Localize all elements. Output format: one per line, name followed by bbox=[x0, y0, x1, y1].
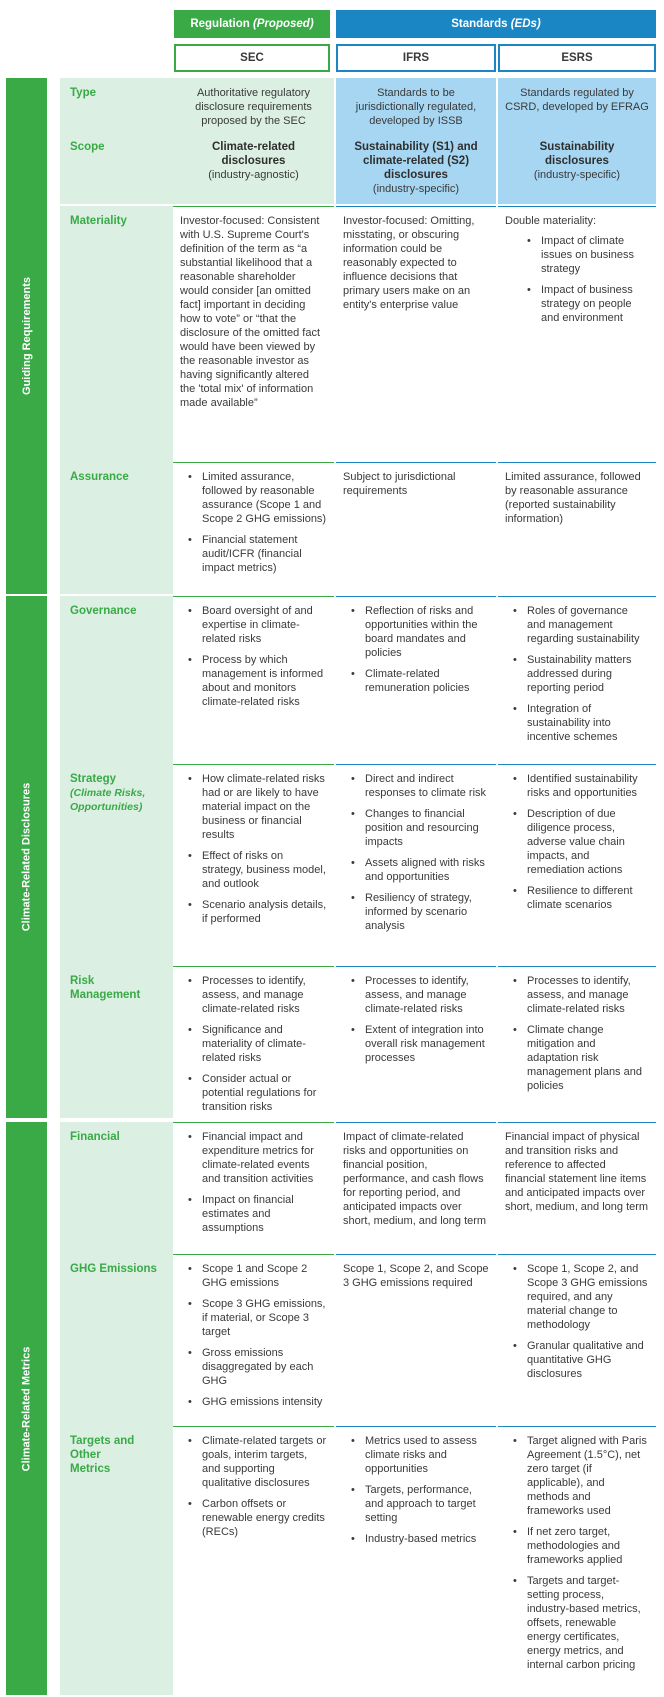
scope-sec-title: Climate-related disclosures bbox=[211, 141, 296, 167]
list-item: • Impact of business strategy on people and environment bbox=[519, 283, 649, 325]
scope-esrs bbox=[498, 132, 656, 204]
financial-esrs: Financial impact of physical and transition risks and reference to affected financial statement line items and anticipated impacts over short, medium, and long term bbox=[505, 1131, 649, 1213]
standards-header bbox=[336, 10, 656, 38]
row-label-governance: Governance bbox=[60, 596, 173, 764]
targets-sec bbox=[173, 1426, 334, 1695]
regulation-title: Regulation bbox=[190, 18, 250, 30]
row-risk-management bbox=[60, 966, 656, 1118]
targets-ifrs bbox=[336, 1426, 496, 1695]
list-item: • Processes to identify, assess, and manage climate-related risks bbox=[505, 974, 649, 1016]
ghg-sec bbox=[173, 1254, 334, 1426]
materiality-esrs-list bbox=[505, 234, 649, 325]
list-item: • Carbon offsets or renewable energy credits (RECs) bbox=[180, 1497, 327, 1539]
group-guiding-requirements: Guiding Requirements bbox=[6, 78, 47, 594]
governance-esrs bbox=[498, 596, 656, 764]
list-item: • Scope 3 GHG emissions, if material, or Scope 3 target bbox=[180, 1297, 327, 1339]
list-item: • Integration of sustainability into incentive schemes bbox=[505, 702, 649, 744]
group-climate-disclosures: Climate-Related Disclosures bbox=[6, 596, 47, 1118]
regulation-header bbox=[174, 10, 330, 38]
list-item: • Gross emissions disaggregated by each GHG bbox=[180, 1346, 327, 1388]
list-item: • Granular qualitative and quantitative GHG disclosures bbox=[505, 1339, 649, 1381]
list-item: • Processes to identify, assess, and manage climate-related risks bbox=[343, 974, 489, 1016]
ghg-ifrs: Scope 1, Scope 2, and Scope 3 GHG emissions required bbox=[343, 1263, 489, 1289]
row-targets bbox=[60, 1426, 656, 1695]
regulation-note: (Proposed) bbox=[252, 18, 314, 30]
esrs-column-header: ESRS bbox=[498, 44, 656, 72]
list-item: • Assets aligned with risks and opportunities bbox=[343, 856, 489, 884]
list-item: • Financial impact and expenditure metrics for climate-related events and transition activities bbox=[180, 1130, 327, 1186]
list-item: • Metrics used to assess climate risks and opportunities bbox=[343, 1434, 489, 1476]
list-item: • How climate-related risks had or are likely to have material impact on the business or financial results bbox=[180, 772, 327, 842]
materiality-ifrs: Investor-focused: Omitting, misstating, or obscuring information could be reasonably expected to influence decisions that primary users make on an entity's enterprise value bbox=[343, 215, 475, 311]
list-item: • Identified sustainability risks and opportunities bbox=[505, 772, 649, 800]
list-item: • Target aligned with Paris Agreement (1.5°C), net zero target (if applicable), and methods and frameworks used bbox=[505, 1434, 649, 1518]
row-label-ghg: GHG Emissions bbox=[60, 1254, 173, 1426]
list-item: • Scope 1, Scope 2, and Scope 3 GHG emissions required, and any material change to methodology bbox=[505, 1262, 649, 1332]
scope-ifrs-title: Sustainability (S1) and climate-related (S2) disclosures bbox=[354, 141, 478, 181]
list-item: • Scenario analysis details, if performed bbox=[180, 898, 327, 926]
standards-note: (EDs) bbox=[510, 18, 541, 30]
ifrs-column-header: IFRS bbox=[336, 44, 496, 72]
list-item: • Scope 1 and Scope 2 GHG emissions bbox=[180, 1262, 327, 1290]
financial-sec bbox=[173, 1122, 334, 1254]
list-item: • Sustainability matters addressed during reporting period bbox=[505, 653, 649, 695]
ghg-esrs bbox=[498, 1254, 656, 1426]
row-label-assurance: Assurance bbox=[60, 462, 173, 594]
standards-title: Standards bbox=[451, 18, 508, 30]
scope-ifrs-sub: (industry-specific) bbox=[372, 183, 460, 195]
sec-column-header: SEC bbox=[174, 44, 330, 72]
materiality-esrs bbox=[498, 206, 656, 462]
row-label-scope: Scope bbox=[60, 132, 173, 204]
list-item: • Targets, performance, and approach to target setting bbox=[343, 1483, 489, 1525]
list-item: • Reflection of risks and opportunities within the board mandates and policies bbox=[343, 604, 489, 660]
list-item: • Processes to identify, assess, and manage climate-related risks bbox=[180, 974, 327, 1016]
row-financial bbox=[60, 1122, 656, 1254]
scope-esrs-sub: (industry-specific) bbox=[533, 169, 621, 181]
list-item: • Climate change mitigation and adaptation risk management plans and policies bbox=[505, 1023, 649, 1093]
row-label-risk: Risk Management bbox=[60, 966, 173, 1118]
governance-sec bbox=[173, 596, 334, 764]
list-item: • Impact of climate issues on business strategy bbox=[519, 234, 649, 276]
row-governance bbox=[60, 596, 656, 764]
strategy-esrs bbox=[498, 764, 656, 966]
list-item: • If net zero target, methodologies and frameworks applied bbox=[505, 1525, 649, 1567]
row-label-type: Type bbox=[60, 78, 173, 132]
materiality-esrs-intro: Double materiality: bbox=[505, 215, 597, 227]
row-assurance bbox=[60, 462, 656, 594]
strategy-label-sub: (Climate Risks, Opportunities) bbox=[70, 787, 146, 813]
list-item: • Climate-related targets or goals, interim targets, and supporting qualitative disclosures bbox=[180, 1434, 327, 1490]
list-item: • Significance and materiality of climate-related risks bbox=[180, 1023, 327, 1065]
strategy-ifrs bbox=[336, 764, 496, 966]
row-label-targets: Targets and Other Metrics bbox=[60, 1426, 173, 1695]
row-scope bbox=[60, 132, 656, 204]
scope-esrs-title: Sustainability disclosures bbox=[539, 141, 615, 167]
risk-ifrs bbox=[336, 966, 496, 1118]
list-item: • Limited assurance, followed by reasonable assurance (Scope 1 and Scope 2 GHG emissions) bbox=[180, 470, 327, 526]
list-item: • GHG emissions intensity bbox=[180, 1395, 327, 1409]
type-ifrs: Standards to be jurisdictionally regulated, developed by ISSB bbox=[336, 78, 496, 132]
list-item: • Resilience to different climate scenarios bbox=[505, 884, 649, 912]
row-ghg-emissions bbox=[60, 1254, 656, 1426]
strategy-label: Strategy bbox=[70, 773, 117, 785]
row-label-financial: Financial bbox=[60, 1122, 173, 1254]
risk-esrs bbox=[498, 966, 656, 1118]
type-sec: Authoritative regulatory disclosure requirements proposed by the SEC bbox=[173, 78, 334, 132]
scope-ifrs bbox=[336, 132, 496, 204]
row-label-materiality: Materiality bbox=[60, 206, 173, 462]
strategy-sec bbox=[173, 764, 334, 966]
assurance-ifrs: Subject to jurisdictional requirements bbox=[343, 471, 456, 497]
scope-sec-sub: (industry-agnostic) bbox=[208, 169, 299, 181]
assurance-sec bbox=[173, 462, 334, 594]
financial-ifrs: Impact of climate-related risks and opportunities on financial position, performance, and cash flows for reporting period, and anticipated impacts over short, medium, and long term bbox=[343, 1131, 487, 1227]
group-climate-metrics: Climate-Related Metrics bbox=[6, 1122, 47, 1695]
list-item: • Board oversight of and expertise in climate-related risks bbox=[180, 604, 327, 646]
list-item: • Description of due diligence process, adverse value chain impacts, and remediation actions bbox=[505, 807, 649, 877]
list-item: • Changes to financial position and resourcing impacts bbox=[343, 807, 489, 849]
list-item: • Industry-based metrics bbox=[343, 1532, 489, 1546]
list-item: • Targets and target-setting process, industry-based metrics, offsets, renewable energy certificates, energy metrics, and internal carbon pricing bbox=[505, 1574, 649, 1672]
list-item: • Impact on financial estimates and assumptions bbox=[180, 1193, 327, 1235]
assurance-esrs: Limited assurance, followed by reasonable assurance (reported sustainability information) bbox=[505, 471, 641, 525]
row-label-strategy bbox=[60, 764, 173, 966]
materiality-sec: Investor-focused: Consistent with U.S. Supreme Court's definition of the term as “a substantial likelihood that a reasonable shareholder would consider [an omitted fact] important in deciding how to vote” or “that the disclosure of the omitted fact would have been viewed by the reasonable investor as having significantly altered the 'total mix' of information made available” bbox=[180, 215, 321, 409]
list-item: • Effect of risks on strategy, business model, and outlook bbox=[180, 849, 327, 891]
list-item: • Consider actual or potential regulations for transition risks bbox=[180, 1072, 327, 1114]
list-item: • Extent of integration into overall risk management processes bbox=[343, 1023, 489, 1065]
row-materiality bbox=[60, 206, 656, 462]
governance-ifrs bbox=[336, 596, 496, 764]
list-item: • Resiliency of strategy, informed by scenario analysis bbox=[343, 891, 489, 933]
targets-esrs bbox=[498, 1426, 656, 1695]
risk-sec bbox=[173, 966, 334, 1118]
list-item: • Financial statement audit/ICFR (financial impact metrics) bbox=[180, 533, 327, 575]
list-item: • Roles of governance and management regarding sustainability bbox=[505, 604, 649, 646]
row-type bbox=[60, 78, 656, 132]
scope-sec bbox=[173, 132, 334, 204]
list-item: • Direct and indirect responses to climate risk bbox=[343, 772, 489, 800]
row-strategy bbox=[60, 764, 656, 966]
list-item: • Process by which management is informed about and monitors climate-related risks bbox=[180, 653, 327, 709]
list-item: • Climate-related remuneration policies bbox=[343, 667, 489, 695]
type-esrs: Standards regulated by CSRD, developed by EFRAG bbox=[498, 78, 656, 132]
